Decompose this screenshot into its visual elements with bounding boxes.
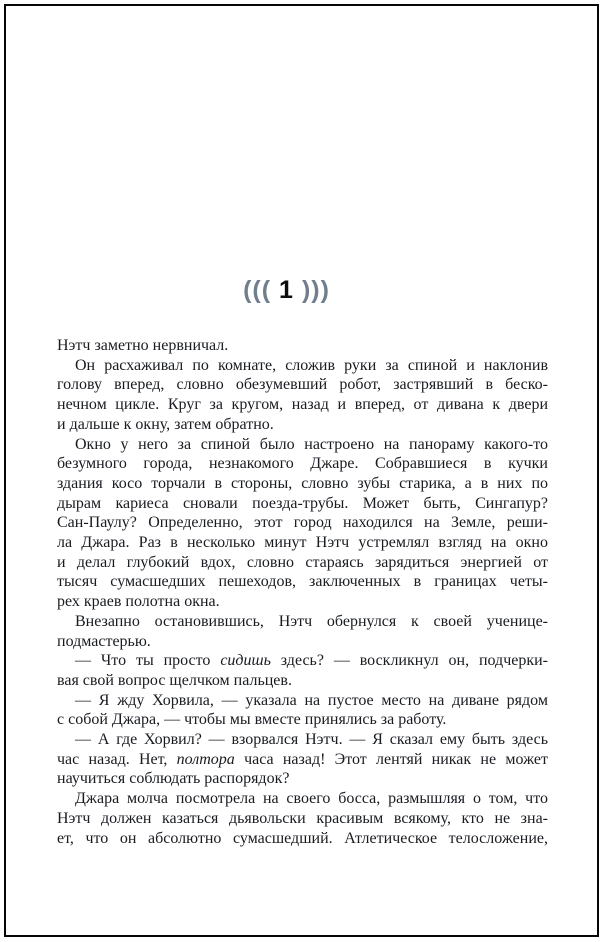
text-line [57,375,548,395]
text-segment: Окно у него за спиной было настроено на панораму какого-то [75,435,548,453]
text-segment: Нэтч заметно нервничал. [57,337,229,354]
paragraph [57,336,548,356]
text-segment: безумного города, незнакомого Джаре. Собравшиеся в кучки [57,455,548,473]
text-segment: тысяч сумасшедших пешеходов, заключенных в границах четы- [57,573,548,591]
text-segment: вая свой вопрос щелчком пальцев. [57,671,292,689]
text-segment: Он расхаживал по комнате, сложив руки за спиной и наклонив [75,356,548,374]
text-line [57,829,548,849]
paragraph [57,651,548,690]
emphasis-text: полтора [176,750,235,768]
text-line [57,671,548,691]
paragraph [57,435,548,612]
text-segment: Нэтч должен казаться дьявольски красивым всякому, кто не зна- [57,809,548,827]
book-text [57,336,548,848]
text-line [57,435,548,455]
text-segment: Сан-Паулу? Определенно, этот город находился на Земле, реши- [57,514,548,532]
text-line [57,454,548,474]
text-line [57,336,548,356]
text-segment: ет, что он абсолютно сумасшедший. Атлетическое телосложение, [57,829,548,847]
text-line [57,553,548,573]
text-line [57,612,548,632]
text-segment: и делал глубокий вдох, словно стараясь зарядиться энергией от [57,553,548,571]
text-line [57,592,548,612]
text-line [57,809,548,829]
text-segment: с собой Джара, — чтобы мы вместе принялись за работу. [57,711,447,729]
text-line [57,533,548,553]
text-segment: подмастерью. [57,632,151,650]
text-line [57,513,548,533]
text-line [57,474,548,494]
text-line [57,651,548,671]
paragraph [57,730,548,789]
text-line [57,572,548,592]
text-line [57,395,548,415]
text-segment: ла Джара. Раз в несколько минут Нэтч устремлял взгляд на окно [57,534,548,552]
paragraph [57,356,548,435]
text-segment: Внезапно остановившись, Нэтч обернулся к своей ученице- [75,612,548,630]
paragraph [57,789,548,848]
text-line [57,691,548,711]
paragraph [57,691,548,730]
text-line [57,789,548,809]
text-segment: час назад. Нет, [57,750,177,768]
text-segment: здесь? — воскликнул он, подчерки- [270,652,549,670]
chapter-number: 1 [279,276,294,304]
text-line [57,356,548,376]
text-line [57,730,548,750]
text-segment: здания косо торчали в стороны, словно зубы старика, а в них по [57,474,548,492]
text-segment: дырам кариеса сновали поезда-трубы. Может быть, Сингапур? [57,494,548,512]
text-segment: — Что ты просто [75,652,221,670]
text-segment: — А где Хорвил? — взорвался Нэтч. — Я сказал ему быть здесь [75,731,548,749]
text-line [57,710,548,730]
chapter-ornament-right: ))) [301,276,330,304]
text-segment: рех краев полотна окна. [57,593,220,611]
text-line [57,769,548,789]
text-line [57,415,548,435]
text-segment: и дальше к окну, затем обратно. [57,415,274,433]
text-line [57,632,548,652]
chapter-heading [57,274,548,306]
paragraph [57,612,548,651]
text-segment: Джара молча посмотрела на своего босса, размышляя о том, что [75,790,548,808]
text-segment: часа назад! Этот лентяй никак не может [234,750,548,768]
chapter-ornament-left: ((( [243,276,272,304]
text-line [57,494,548,514]
chapter-heading-inner [243,274,330,306]
text-segment: научиться соблюдать распорядок? [57,770,290,788]
text-segment: нечном цикле. Круг за кругом, назад и вперед, от дивана к двери [57,396,548,414]
text-segment: — Я жду Хорвила, — указала на пустое место на диване рядом [75,691,548,709]
text-segment: голову вперед, словно обезумевший робот, застрявший в беско- [57,376,548,394]
emphasis-text: сидишь [220,652,271,670]
text-line [57,750,548,770]
